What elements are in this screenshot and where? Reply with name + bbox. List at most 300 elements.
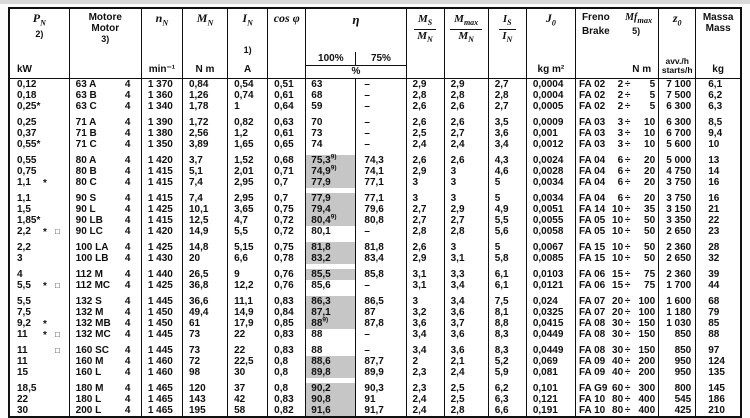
- brake-cell: [575, 193, 658, 204]
- power-value: 11: [17, 356, 28, 367]
- footnote-1: 1): [243, 45, 252, 56]
- brake-type: FA 03: [578, 128, 606, 139]
- power-cell: [9, 101, 69, 112]
- eta75-cell: 89,9: [356, 367, 406, 378]
- eta100-value: 87,1: [311, 307, 331, 318]
- mass-cell: 186: [696, 394, 741, 405]
- brake-torque-max: 20: [644, 177, 656, 188]
- scan-artifact-top: [0, 0, 750, 4]
- torque-cell: 72: [182, 356, 227, 367]
- current-cell: 58: [228, 405, 268, 417]
- motor-cell: [69, 296, 141, 307]
- poles-value: 4: [124, 204, 131, 215]
- brake-torque-max: 50: [644, 242, 656, 253]
- col-header-power: [9, 8, 69, 79]
- inertia-cell: 0,0024: [526, 155, 575, 166]
- eta100-value: 63: [311, 79, 323, 90]
- poles-value: 4: [124, 296, 131, 307]
- star-marker: *: [43, 319, 47, 330]
- current-cell: 2,95: [228, 177, 268, 188]
- inertia-cell: 0,024: [526, 296, 575, 307]
- cosphi-cell: 0,75: [268, 204, 306, 215]
- mass-cell: 10: [696, 139, 741, 150]
- footnote-3: 3): [101, 34, 110, 44]
- ms-ratio-cell: 2,4: [406, 139, 444, 150]
- speed-cell: 1 420: [141, 226, 182, 237]
- is-ratio-cell: 5,5: [488, 215, 526, 226]
- brake-torque-min: 80: [612, 405, 624, 416]
- cosphi-cell: 0,84: [268, 307, 306, 318]
- table-row: [9, 215, 741, 226]
- footnote-marker: 9): [330, 164, 337, 172]
- eta75-cell: –: [356, 117, 406, 128]
- table-row: [9, 296, 741, 307]
- brake-type: FA G9: [578, 383, 608, 394]
- eta100-cell: [306, 253, 356, 264]
- current-cell: 1: [228, 101, 268, 112]
- poles-value: 4: [124, 356, 131, 367]
- motor-name: 180 L: [75, 394, 102, 405]
- table-row: [9, 318, 741, 329]
- eta100-cell: [306, 280, 356, 291]
- ms-ratio-cell: 3,1: [406, 280, 444, 291]
- mmax-ratio-cell: 2,5: [444, 383, 488, 394]
- current-cell: 2,95: [228, 193, 268, 204]
- eta75-cell: 85,8: [356, 269, 406, 280]
- brake-type: FA 02: [578, 101, 606, 112]
- mmax-ratio-cell: 2,8: [444, 405, 488, 417]
- cosphi-cell: 0,8: [268, 356, 306, 367]
- eta75-cell: –: [356, 79, 406, 91]
- ms-ratio-cell: 2,4: [406, 405, 444, 417]
- divide-sign: ÷: [624, 329, 631, 340]
- poles-value: 4: [124, 345, 131, 356]
- divide-sign: ÷: [624, 242, 631, 253]
- speed-cell: 1 440: [141, 269, 182, 280]
- brake-cell: [575, 356, 658, 367]
- starts-cell: 6 300: [659, 117, 696, 128]
- speed-cell: 1 380: [141, 128, 182, 139]
- torque-cell: 1,26: [182, 90, 227, 101]
- motor-cell: [69, 329, 141, 340]
- current-cell: 5,15: [228, 242, 268, 253]
- starts-cell: 950: [659, 367, 696, 378]
- brake-torque-min: 3: [617, 139, 624, 150]
- inertia-cell: 0,0055: [526, 215, 575, 226]
- brake-cell: [575, 269, 658, 280]
- current-cell: 14,9: [228, 307, 268, 318]
- torque-cell: 20: [182, 253, 227, 264]
- mass-cell: 13: [696, 155, 741, 166]
- motor-label-it: Motore: [88, 12, 122, 23]
- cosphi-cell: 0,8: [268, 367, 306, 378]
- speed-unit: min⁻¹: [148, 64, 176, 75]
- mass-cell: 6,1: [696, 79, 741, 91]
- ms-ratio-cell: 2,6: [406, 155, 444, 166]
- brake-type: FA 06: [578, 269, 606, 280]
- brake-torque-max: 150: [638, 329, 656, 340]
- eta100-cell: [306, 307, 356, 318]
- power-cell: [9, 383, 69, 394]
- torque-cell: 14,8: [182, 242, 227, 253]
- power-cell: [9, 79, 69, 91]
- table-row: [9, 383, 741, 394]
- cosphi-cell: 0,51: [268, 79, 306, 91]
- brake-type: FA 15: [578, 253, 606, 264]
- motor-name: 112 MC: [75, 280, 111, 291]
- eta100-value: 80,1: [311, 226, 331, 237]
- motor-name: 160 L: [75, 367, 102, 378]
- power-value: 1,1: [17, 193, 31, 204]
- starts-cell: 3 750: [659, 193, 696, 204]
- motor-cell: [69, 204, 141, 215]
- cosphi-cell: 0,68: [268, 155, 306, 166]
- brake-torque-max: 300: [638, 383, 656, 394]
- brake-torque-min: 6: [617, 193, 624, 204]
- speed-cell: 1 465: [141, 394, 182, 405]
- poles-value: 4: [124, 280, 131, 291]
- brake-type: FA 10: [578, 394, 606, 405]
- ms-ratio-cell: 2,3: [406, 367, 444, 378]
- mmax-ratio-cell: 2,6: [444, 155, 488, 166]
- brake-torque-unit: N m: [632, 64, 652, 75]
- brake-torque-min: 6: [617, 166, 624, 177]
- mmax-ratio-cell: 3,6: [444, 329, 488, 340]
- inertia-cell: 0,0004: [526, 79, 575, 91]
- brake-torque-max: 50: [644, 253, 656, 264]
- brake-torque-min: 2: [617, 101, 624, 112]
- poles-value: 4: [124, 166, 131, 177]
- torque-cell: 3,89: [182, 139, 227, 150]
- ms-ratio-cell: 2,9: [406, 79, 444, 91]
- motor-name: 90 LB: [75, 215, 103, 226]
- motor-cell: [69, 128, 141, 139]
- table-row: [9, 226, 741, 237]
- divide-sign: ÷: [624, 280, 631, 291]
- eta100-cell: [306, 296, 356, 307]
- eta75-cell: 86,5: [356, 296, 406, 307]
- starts-cell: 850: [659, 345, 696, 356]
- inertia-cell: 0,0034: [526, 193, 575, 204]
- power-cell: [9, 226, 69, 237]
- col-header-starts: [659, 8, 696, 79]
- mass-cell: 6,3: [696, 101, 741, 112]
- poles-value: 4: [124, 329, 131, 340]
- speed-cell: 1 350: [141, 139, 182, 150]
- motor-cell: [69, 307, 141, 318]
- ms-ratio-cell: 2,7: [406, 204, 444, 215]
- motor-cell: [69, 215, 141, 226]
- mass-cell: 14: [696, 166, 741, 177]
- starts-cell: 2 360: [659, 242, 696, 253]
- ms-ratio-cell: 3,4: [406, 329, 444, 340]
- brake-cell: [575, 329, 658, 340]
- motor-name: 100 LB: [75, 253, 109, 264]
- brake-cell: [575, 280, 658, 291]
- inertia-cell: 0,0449: [526, 345, 575, 356]
- brake-torque-max: 75: [644, 269, 656, 280]
- brake-cell: [575, 226, 658, 237]
- power-value: 0,75: [17, 166, 37, 177]
- power-cell: [9, 166, 69, 177]
- col-header-ms-ratio: [406, 8, 444, 79]
- power-cell: [9, 345, 69, 356]
- col-header-current: [228, 8, 268, 79]
- brake-type: FA 04: [578, 166, 606, 177]
- current-symbol: $I_N$: [242, 11, 253, 28]
- eta100-value: 86,3: [311, 296, 331, 307]
- cosphi-cell: 0,83: [268, 296, 306, 307]
- motor-name: 132 MC: [75, 329, 111, 340]
- divide-sign: ÷: [624, 177, 631, 188]
- brake-torque-min: 6: [617, 155, 624, 166]
- star-marker: *: [43, 281, 47, 292]
- power-value: 3: [17, 253, 23, 264]
- mass-cell: 22: [696, 215, 741, 226]
- torque-cell: 26,5: [182, 269, 227, 280]
- brake-torque-min: 30: [612, 329, 624, 340]
- is-ratio-cell: 6,2: [488, 383, 526, 394]
- torque-cell: 195: [182, 405, 227, 417]
- mass-cell: 88: [696, 329, 741, 340]
- brake-torque-min: 40: [612, 356, 624, 367]
- starts-symbol: $z_0$: [672, 11, 682, 28]
- power-symbol: $P_N$: [32, 11, 46, 28]
- starts-cell: 3 150: [659, 204, 696, 215]
- current-cell: 0,54: [228, 79, 268, 91]
- starts-cell: 425: [659, 405, 696, 417]
- eta100-value: 73: [311, 128, 323, 139]
- eta100-value: 88: [311, 318, 323, 329]
- brake-type: FA 02: [578, 79, 606, 90]
- power-value: 2,2: [17, 226, 31, 237]
- is-ratio-cell: 5: [488, 242, 526, 253]
- cosphi-cell: 0,61: [268, 90, 306, 101]
- ms-ratio-cell: 2,6: [406, 101, 444, 112]
- eta100-cell: [306, 101, 356, 112]
- mmax-ratio-cell: 3: [444, 177, 488, 188]
- power-cell: [9, 307, 69, 318]
- eta75-cell: 90,3: [356, 383, 406, 394]
- motor-name: 180 M: [75, 383, 104, 394]
- motor-name: 80 C: [75, 177, 97, 188]
- speed-cell: 1 390: [141, 117, 182, 128]
- brake-torque-min: 2: [617, 79, 624, 90]
- current-unit: A: [244, 64, 252, 75]
- current-cell: 30: [228, 367, 268, 378]
- col-header-brake: [575, 8, 658, 79]
- brake-type: FA 07: [578, 307, 606, 318]
- power-cell: [9, 193, 69, 204]
- inertia-cell: 0,121: [526, 394, 575, 405]
- power-value: 0,55*: [17, 139, 41, 150]
- inertia-cell: 0,0051: [526, 204, 575, 215]
- eta75-cell: –: [356, 280, 406, 291]
- cosphi-cell: 0,78: [268, 253, 306, 264]
- power-value: 11: [17, 329, 28, 340]
- power-cell: [9, 394, 69, 405]
- mmax-ratio-cell: 3: [444, 166, 488, 177]
- mass-cell: 135: [696, 367, 741, 378]
- brake-cell: [575, 394, 658, 405]
- torque-cell: 7,4: [182, 177, 227, 188]
- is-ratio-cell: 7,5: [488, 296, 526, 307]
- is-ratio-cell: 2,7: [488, 79, 526, 91]
- starts-cell: 950: [659, 356, 696, 367]
- eta-100-label: 100%: [318, 53, 344, 64]
- cosphi-cell: 0,72: [268, 226, 306, 237]
- cosphi-cell: 0,71: [268, 166, 306, 177]
- is-ratio-cell: 6,1: [488, 269, 526, 280]
- table-row: [9, 280, 741, 291]
- motor-name: 63 C: [75, 101, 97, 112]
- mmax-ratio-cell: 3,6: [444, 307, 488, 318]
- speed-cell: 1 460: [141, 356, 182, 367]
- motor-name: 132 S: [75, 296, 102, 307]
- table-row: [9, 166, 741, 177]
- mass-unit: kg: [712, 64, 724, 75]
- motor-cell: [69, 356, 141, 367]
- brake-type: FA 05: [578, 215, 606, 226]
- is-ratio-cell: 3,5: [488, 117, 526, 128]
- current-cell: 3,65: [228, 204, 268, 215]
- power-value: 30: [17, 405, 29, 416]
- brake-type: FA 03: [578, 117, 606, 128]
- col-header-efficiency: [306, 8, 406, 79]
- cosphi-cell: 0,85: [268, 318, 306, 329]
- is-ratio-cell: 5: [488, 177, 526, 188]
- eta75-cell: 79,6: [356, 204, 406, 215]
- brake-cell: [575, 139, 658, 150]
- mass-cell: 68: [696, 296, 741, 307]
- eta75-cell: 87,7: [356, 356, 406, 367]
- speed-cell: 1 445: [141, 296, 182, 307]
- torque-cell: 143: [182, 394, 227, 405]
- brake-torque-min: 15: [612, 269, 624, 280]
- mass-cell: 23: [696, 226, 741, 237]
- eta75-cell: 87: [356, 307, 406, 318]
- power-value: 2,2: [17, 242, 31, 253]
- eta75-cell: –: [356, 345, 406, 356]
- ms-ratio-cell: 2,6: [406, 242, 444, 253]
- brake-torque-min: 60: [612, 383, 624, 394]
- brake-torque-max: 10: [644, 139, 656, 150]
- current-cell: 22,5: [228, 356, 268, 367]
- inertia-cell: 0,0449: [526, 329, 575, 340]
- eta100-value: 83,2: [311, 253, 331, 264]
- mmax-ratio-cell: 3: [444, 193, 488, 204]
- cosphi-cell: 0,83: [268, 345, 306, 356]
- col-header-is-ratio: [488, 8, 526, 79]
- brake-type: FA 09: [578, 356, 606, 367]
- speed-cell: 1 425: [141, 280, 182, 291]
- is-ratio-cell: 5: [488, 193, 526, 204]
- torque-cell: 5,1: [182, 166, 227, 177]
- power-value: 22: [17, 394, 29, 405]
- is-ratio-cell: 5,8: [488, 253, 526, 264]
- cosphi-cell: 0,63: [268, 117, 306, 128]
- brake-type: FA 02: [578, 90, 606, 101]
- motor-cell: [69, 383, 141, 394]
- torque-cell: 61: [182, 318, 227, 329]
- torque-unit: N m: [195, 64, 215, 75]
- power-cell: [9, 128, 69, 139]
- footnote-2: 2): [35, 29, 44, 40]
- mass-label-it: Massa: [702, 12, 734, 23]
- mmax-ratio-cell: 2,4: [444, 139, 488, 150]
- brake-torque-max: 20: [644, 193, 656, 204]
- brake-torque-min: 6: [617, 177, 624, 188]
- power-value: 0,12: [17, 79, 37, 90]
- speed-cell: 1 425: [141, 242, 182, 253]
- mmax-ratio-cell: 2,6: [444, 101, 488, 112]
- inertia-cell: 0,0085: [526, 253, 575, 264]
- starts-cell: 5 600: [659, 139, 696, 150]
- power-cell: [9, 280, 69, 291]
- current-cell: 1,65: [228, 139, 268, 150]
- brake-cell: [575, 204, 658, 215]
- motor-name: 80 A: [75, 155, 97, 166]
- brake-cell: [575, 242, 658, 253]
- brake-torque-max: 400: [638, 394, 656, 405]
- eta75-cell: –: [356, 101, 406, 112]
- motor-cell: [69, 367, 141, 378]
- power-value: 0,25*: [17, 101, 41, 112]
- is-ratio-cell: 4,3: [488, 155, 526, 166]
- mmax-ratio-cell: 3,1: [444, 253, 488, 264]
- cosphi-cell: 0,76: [268, 269, 306, 280]
- poles-value: 4: [124, 394, 131, 405]
- eta100-value: 88: [311, 345, 323, 356]
- table-row: [9, 356, 741, 367]
- speed-cell: 1 415: [141, 215, 182, 226]
- brake-cell: [575, 253, 658, 264]
- eta100-value: 59: [311, 101, 323, 112]
- table-row: [9, 345, 741, 356]
- mmax-ratio-cell: 2,5: [444, 394, 488, 405]
- power-value: 4: [17, 269, 23, 280]
- poles-value: 4: [124, 318, 131, 329]
- cosphi-cell: 0,8: [268, 383, 306, 394]
- poles-value: 4: [124, 117, 131, 128]
- starts-cell: 5 000: [659, 155, 696, 166]
- brake-torque-min: 15: [612, 280, 624, 291]
- starts-cell: 1 180: [659, 307, 696, 318]
- inertia-cell: 0,001: [526, 128, 575, 139]
- is-ratio-cell: 4,6: [488, 166, 526, 177]
- brake-torque-min: 30: [612, 318, 624, 329]
- motor-cell: [69, 177, 141, 188]
- brake-cell: [575, 101, 658, 112]
- brake-torque-min: 10: [612, 242, 624, 253]
- is-ratio-cell: 3,6: [488, 128, 526, 139]
- speed-cell: 1 465: [141, 383, 182, 394]
- brake-torque-min: 10: [612, 215, 624, 226]
- motor-cell: [69, 79, 141, 91]
- power-value: 0,18: [17, 90, 37, 101]
- starts-cell: 545: [659, 394, 696, 405]
- power-value: 1,5: [17, 204, 31, 215]
- eta100-value: 85,5: [311, 269, 331, 280]
- motor-cell: [69, 90, 141, 101]
- starts-unit-it: avv./h: [665, 56, 689, 66]
- square-marker: □: [55, 227, 60, 236]
- divide-sign: ÷: [624, 79, 631, 90]
- inertia-cell: 0,0009: [526, 117, 575, 128]
- torque-cell: 36,8: [182, 280, 227, 291]
- torque-cell: 3,7: [182, 155, 227, 166]
- divide-sign: ÷: [624, 383, 631, 394]
